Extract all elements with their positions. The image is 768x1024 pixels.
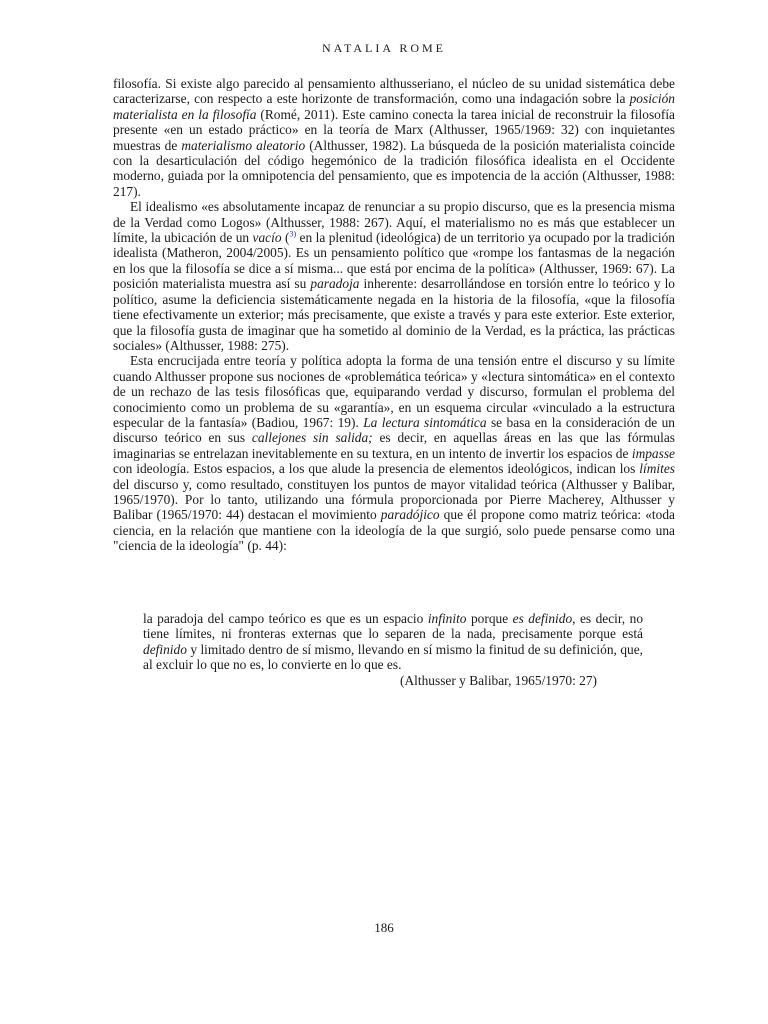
text-run: , es decir, no tiene límites, ni fronteras externas que lo separen de la nada, precisamente porque está xyxy=(143,611,644,642)
italic-run: paradoja xyxy=(310,276,360,292)
text-run: se basa en la consideración de un discurso teórico en sus xyxy=(113,414,676,446)
italic-run: posición materialista en la filosofía xyxy=(113,91,675,122)
text-run: El idealismo «es absolutamente incapaz de renunciar a su propio discurso, que es la presencia misma de la Verdad como Logos» (Althusser, 1988: 267). Aquí, el materialismo no es más que establecer un límite, la ubicación de un xyxy=(113,199,675,246)
text-run: con ideología. Estos espacios, a los que alude la presencia de elementos ideológicos, indican los xyxy=(113,461,640,477)
quote-citation: (Althusser y Balibar, 1965/1970: 27) xyxy=(400,672,597,688)
text-run: Esta encrucijada entre teoría y política adopta la forma de una tensión entre el discurso y su límite cuando Althusser propone sus nociones de «problemática teórica» y «lectura sintomática» en el contexto de un rechazo de las tesis filosóficas que, equiparando verdad y discurso, formulan el problema del conocimiento como un problema de su «garantía», en un esquema circular «vinculado a la estructura especular de la fantasía» (Badiou, 1967: 19). xyxy=(113,353,675,430)
italic-run: es definido xyxy=(512,611,573,626)
italic-run: paradójico xyxy=(380,507,440,523)
text-run: que él propone como matriz teórica: «toda ciencia, en la relación que mantiene con la ideología de la que surgió, solo puede pensarse como una "ciencia de la ideología" (p. 44): xyxy=(113,507,675,554)
text-run: inherente: desarrollándose en torsión entre lo teórico y lo político, asume la deficiencia sistemáticamente negada en la historia de la filosofía, «que la filosofía tiene efectivamente un exterior; más precisamente, que existe a través y para este exterior. Este exterior, que la filosofía gusta de imaginar que ha sometido al dominio de la Verdad, es la práctica, las prácticas sociales» (Althusser, 1988: 275). xyxy=(113,276,676,353)
text-run: es decir, en aquellas áreas en las que las fórmulas imaginarias se entrelazan inevitablemente en su textura, en un intento de invertir los espacios de xyxy=(113,430,675,461)
text-run: y limitado dentro de sí mismo, llevando en sí mismo la finitud de su definición, que, al excluir lo que no es, lo convierte en lo que es. xyxy=(143,641,643,673)
text-run: (Althusser, 1982). La búsqueda de la posición materialista coincide con la desarticulación del código hegemónico de la tradición filosófica idealista en el Occidente moderno, guiada por la omnipotencia del pensamiento, que es impotencia de la acción (Althusser, 1988: 217). xyxy=(113,137,675,199)
text-run: ( xyxy=(281,230,290,246)
block-quote xyxy=(143,611,643,688)
italic-run: vacío xyxy=(252,230,282,246)
italic-run: impasse xyxy=(631,445,675,461)
text-run: filosofía. Si existe algo parecido al pensamiento althusseriano, el núcleo de su unidad sistemática debe caracterizarse, con respecto a este horizonte de transformación, como una indagación sobre la xyxy=(113,76,675,107)
body-text xyxy=(113,76,675,554)
italic-run: materialismo aleatorio xyxy=(181,137,306,153)
paragraph xyxy=(113,199,675,353)
text-run: (Romé, 2011). Este camino conecta la tarea inicial de reconstruir la filosofía presente «en un estado práctico» en la teoría de Marx (Althusser, 1965/1969: 32) con inquietantes muestras de xyxy=(113,106,675,153)
italic-run: La lectura sintomática xyxy=(363,414,487,430)
footnote-ref: 3) xyxy=(289,229,297,239)
italic-run: infinito xyxy=(427,611,467,626)
paragraph xyxy=(113,76,675,199)
text-run: la paradoja del campo teórico es que es un espacio xyxy=(143,611,428,626)
page-number: 186 xyxy=(374,920,394,935)
text-run: en la plenitud (ideológica) de un territorio ya ocupado por la tradición idealista (Matheron, 2004/2005). Es un pensamiento político que «rompe los fantasmas de la negación en los que la filosofía se dice a sí misma... que está por encima de la política» (Althusser, 1969: 67). La posición materialista muestra así su xyxy=(113,230,675,292)
italic-run: límites xyxy=(639,461,675,477)
italic-run: callejones sin salida; xyxy=(251,430,373,446)
quote-text xyxy=(143,611,643,673)
paragraph xyxy=(113,353,675,553)
running-header: NATALIA ROME xyxy=(321,41,447,55)
text-run: porque xyxy=(466,611,513,626)
italic-run: definido xyxy=(143,641,187,657)
text-run: del discurso y, como resultado, constituyen los puntos de mayor vitalidad teórica (Althusser y Balibar, 1965/1970). Por lo tanto, utilizando una fórmula proporcionada por Pierre Macherey, Althusser y Balibar (1965/1970: 44) destacan el movimiento xyxy=(113,476,675,523)
